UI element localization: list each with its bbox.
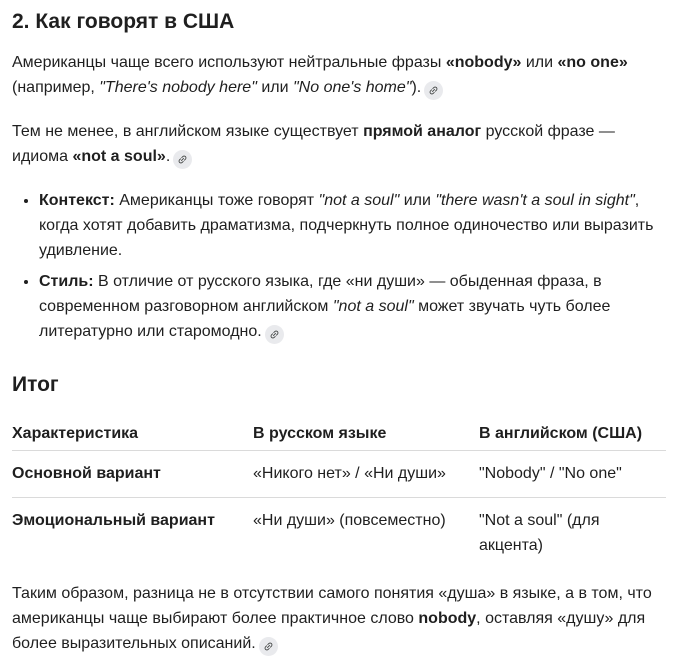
citation-link-icon[interactable] xyxy=(173,150,192,169)
text-run: русской фразе — идиома xyxy=(12,123,615,165)
table-header-cell: В английском (США) xyxy=(479,419,666,451)
text-run-bold: прямой аналог xyxy=(363,123,482,140)
section-heading: 2. Как говорят в США xyxy=(12,10,235,33)
citation-link-icon[interactable] xyxy=(424,81,443,100)
link-icon xyxy=(426,83,442,99)
text-run: ). xyxy=(411,79,422,96)
text-run-italic: "there wasn't a soul in sight" xyxy=(435,192,635,209)
text-run: , когда хотят добавить драматизма, подчеркнуть полное одиночество или выразить удивление. xyxy=(39,192,654,259)
text-run: Тем не менее, в английском языке существует xyxy=(12,123,364,140)
text-run: . xyxy=(165,148,171,165)
table-cell: «Никого нет» / «Ни души» xyxy=(253,451,479,498)
text-run: Таким образом, разница не в отсутствии самого понятия «душа» в языке, а в том, что американцы чаще выбирают более практичное слово xyxy=(12,585,652,627)
text-run: или xyxy=(399,192,436,209)
table-cell: "Not a soul" (для акцента) xyxy=(479,512,600,554)
list-item-style xyxy=(39,269,666,344)
text-run: или xyxy=(256,79,293,96)
table-cell: Эмоциональный вариант xyxy=(12,512,215,529)
link-icon xyxy=(260,639,276,655)
table-header-cell: В русском языке xyxy=(253,419,479,451)
table-header-row xyxy=(12,419,666,451)
table-cell: «Ни души» (повсеместно) xyxy=(253,512,446,529)
text-run-bold: Стиль: xyxy=(39,273,94,290)
text-run-bold: «nobody» xyxy=(445,54,522,71)
text-run: , оставляя «душу» для более выразительных описаний. xyxy=(12,610,646,652)
paragraph-conclusion xyxy=(12,581,666,656)
text-run-italic: "No one's home" xyxy=(292,79,412,96)
text-run-bold: nobody xyxy=(418,610,477,627)
table-cell: Основной вариант xyxy=(12,451,253,498)
table-cell: "Nobody" / "No one" xyxy=(479,451,666,498)
link-icon xyxy=(175,152,191,168)
summary-heading: Итог xyxy=(12,373,59,396)
text-run: (например, xyxy=(12,79,100,96)
text-run-bold: Контекст: xyxy=(39,192,115,209)
text-run-italic: "not a soul" xyxy=(332,298,414,315)
list-item-context xyxy=(39,188,666,263)
table-row xyxy=(12,451,666,498)
text-run: или xyxy=(521,54,558,71)
text-run-bold: «not a soul» xyxy=(72,148,166,165)
text-run: Американцы тоже говорят xyxy=(114,192,319,209)
detail-list xyxy=(12,188,666,344)
text-run: Американцы чаще всего используют нейтральные фразы xyxy=(12,54,446,71)
link-icon xyxy=(266,327,282,343)
summary-table xyxy=(12,419,666,569)
text-run: может звучать чуть более литературно или старомодно. xyxy=(39,298,611,340)
text-run-italic: "not a soul" xyxy=(318,192,400,209)
citation-link-icon[interactable] xyxy=(265,325,284,344)
table-row xyxy=(12,498,666,570)
text-run: В отличие от русского языка, где «ни души» — обыденная фраза, в современном разговорном английском xyxy=(39,273,602,315)
citation-link-icon[interactable] xyxy=(259,637,278,656)
table-header-cell: Характеристика xyxy=(12,419,253,451)
paragraph-analog xyxy=(12,119,666,169)
text-run-bold: «no one» xyxy=(557,54,628,71)
text-run-italic: "There's nobody here" xyxy=(99,79,257,96)
paragraph-usage xyxy=(12,50,666,100)
